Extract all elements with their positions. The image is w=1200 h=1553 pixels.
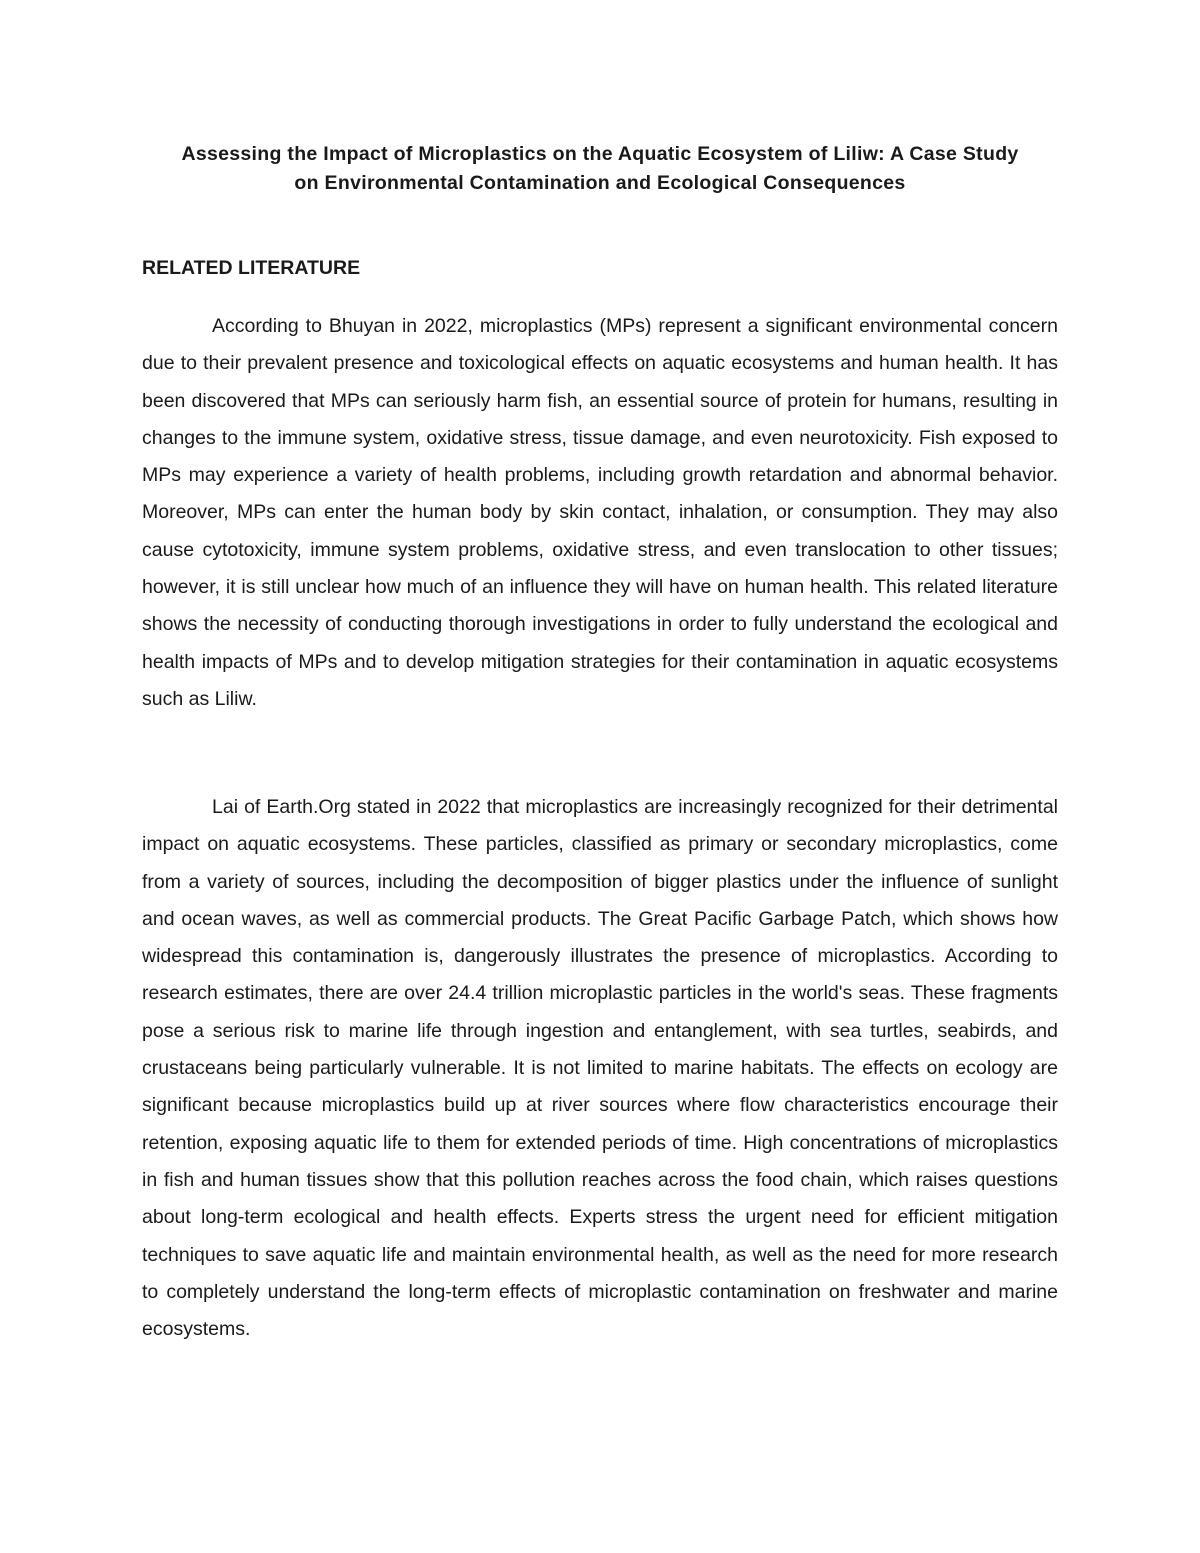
paragraph: According to Bhuyan in 2022, microplastics (MPs) represent a significant environmental concern due to their prevalent presence and toxicological effects on aquatic ecosystems and human health. It has been discovered that MPs can seriously harm fish, an essential source of protein for humans, resulting in changes to the immune system, oxidative stress, tissue damage, and even neurotoxicity. Fish exposed to MPs may experience a variety of health problems, including growth retardation and abnormal behavior. Moreover, MPs can enter the human body by skin contact, inhalation, or consumption. They may also cause cytotoxicity, immune system problems, oxidative stress, and even translocation to other tissues; however, it is still unclear how much of an influence they will have on human health. This related literature shows the necessity of conducting thorough investigations in order to fully understand the ecological and health impacts of MPs and to develop mitigation strategies for their contamination in aquatic ecosystems such as Liliw. bbox=[142, 315, 1058, 710]
section-heading: RELATED LITERATURE bbox=[142, 257, 361, 279]
document-title-line-2: on Environmental Contamination and Ecological Consequences bbox=[294, 172, 906, 194]
document-title bbox=[100, 140, 1100, 198]
paragraph: Lai of Earth.Org stated in 2022 that microplastics are increasingly recognized for their detrimental impact on aquatic ecosystems. These particles, classified as primary or secondary microplastics, come from a variety of sources, including the decomposition of bigger plastics under the influence of sunlight and ocean waves, as well as commercial products. The Great Pacific Garbage Patch, which shows how widespread this contamination is, dangerously illustrates the presence of microplastics. According to research estimates, there are over 24.4 trillion microplastic particles in the world's seas. These fragments pose a serious risk to marine life through ingestion and entanglement, with sea turtles, seabirds, and crustaceans being particularly vulnerable. It is not limited to marine habitats. The effects on ecology are significant because microplastics build up at river sources where flow characteristics encourage their retention, exposing aquatic life to them for extended periods of time. High concentrations of microplastics in fish and human tissues show that this pollution reaches across the food chain, which raises questions about long-term ecological and health effects. Experts stress the urgent need for efficient mitigation techniques to save aquatic life and maintain environmental health, as well as the need for more research to completely understand the long-term effects of microplastic contamination on freshwater and marine ecosystems. bbox=[142, 796, 1058, 1341]
document-title-line-1: Assessing the Impact of Microplastics on the Aquatic Ecosystem of Liliw: A Case Study bbox=[181, 143, 1019, 165]
